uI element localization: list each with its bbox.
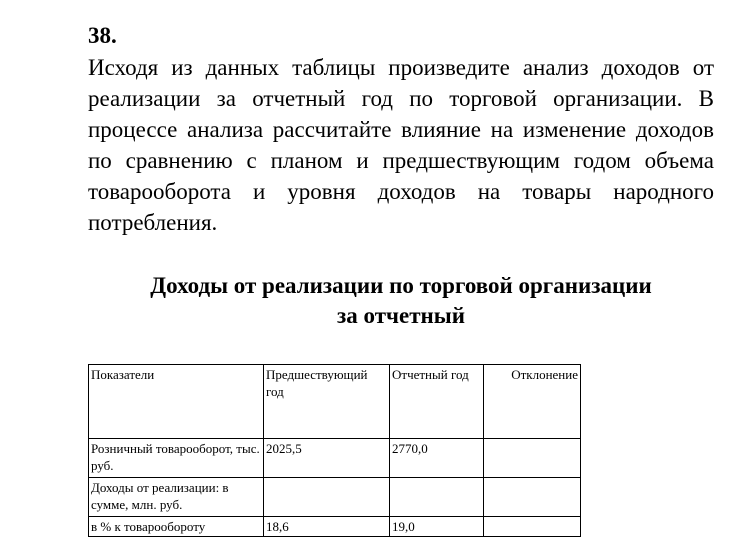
table-row bbox=[89, 478, 581, 517]
cell-previous-year bbox=[264, 478, 390, 517]
row-label: Розничный товарооборот, тыс. руб. bbox=[89, 439, 264, 478]
cell-deviation bbox=[484, 439, 581, 478]
revenue-table bbox=[88, 364, 581, 537]
row-label: Доходы от реализации: в сумме, млн. руб. bbox=[89, 478, 264, 517]
problem-text: Исходя из данных таблицы произведите анализ доходов от реализации за отчетный год по торговой организации. В процессе анализа рассчитайте влияние на изменение доходов по сравнению с планом и предшествующим годом объема товарооборота и уровня доходов на товары народного потребления. bbox=[88, 55, 714, 235]
cell-reporting-year: 19,0 bbox=[390, 517, 484, 537]
cell-previous-year: 18,6 bbox=[264, 517, 390, 537]
cell-deviation bbox=[484, 517, 581, 537]
header-cell-indicators: Показатели bbox=[89, 365, 264, 439]
header-cell-reporting-year: Отчетный год bbox=[390, 365, 484, 439]
cell-deviation bbox=[484, 478, 581, 517]
problem-number: 38. bbox=[88, 23, 117, 48]
table-title-line-1: Доходы от реализации по торговой организации bbox=[150, 273, 652, 298]
table-row bbox=[89, 517, 581, 537]
table-title bbox=[88, 271, 714, 331]
cell-reporting-year bbox=[390, 478, 484, 517]
cell-reporting-year: 2770,0 bbox=[390, 439, 484, 478]
table-row bbox=[89, 439, 581, 478]
header-cell-deviation: Отклонение bbox=[484, 365, 581, 439]
table-header-row bbox=[89, 365, 581, 439]
header-cell-previous-year: Предшествующий год bbox=[264, 365, 390, 439]
table-title-line-2: за отчетный bbox=[337, 303, 465, 328]
row-label: в % к товарообороту bbox=[89, 517, 264, 537]
cell-previous-year: 2025,5 bbox=[264, 439, 390, 478]
